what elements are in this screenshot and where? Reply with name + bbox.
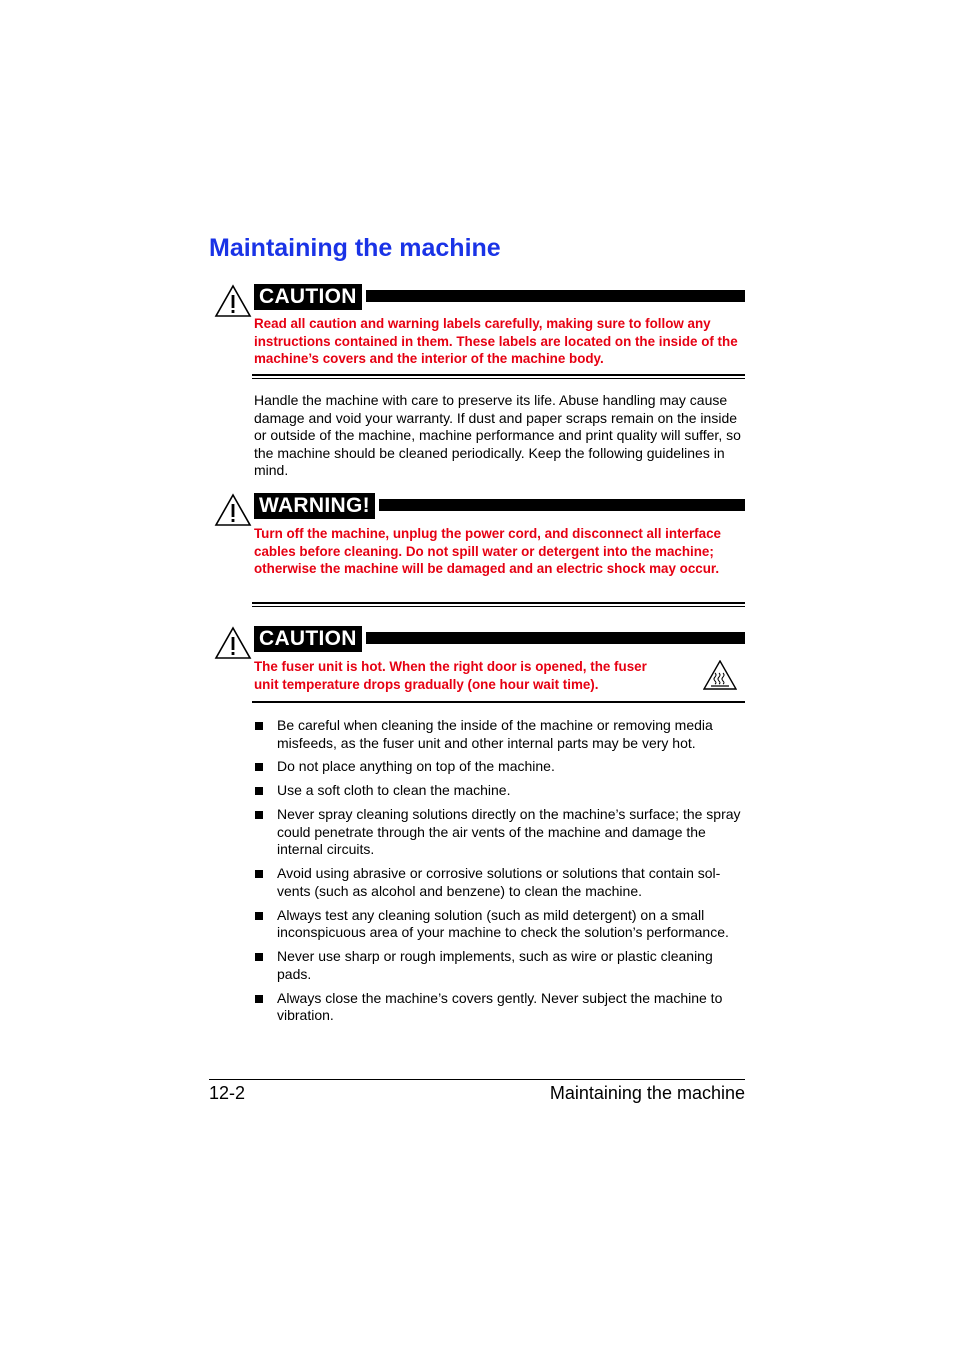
page-title: Maintaining the machine	[209, 234, 501, 262]
guidelines-list	[254, 717, 746, 1031]
notice-end-rule	[252, 374, 745, 376]
notice-end-rule	[252, 602, 745, 604]
warning-label: WARNING!	[254, 493, 375, 519]
intro-paragraph: Handle the machine with care to preserve its life. Abuse handling may cause damage and void your warranty. If dust and paper scraps remain on the inside or outside of the machine, machine performance and print quality will suffer, so the machine should be cleaned periodically. Keep the following guidelines in mind.	[254, 392, 741, 479]
list-item: Always test any cleaning solution (such as mild detergent) on a small inconspicuous area of your machine to check the solution’s performance.	[254, 907, 746, 942]
page-number: 12-2	[209, 1083, 246, 1103]
bullet-square-icon	[255, 912, 263, 920]
list-item: Never spray cleaning solutions directly on the machine’s surface; the spray could penetrate through the air vents of the machine and damage the internal circuits.	[254, 806, 746, 859]
bullet-square-icon	[255, 722, 263, 730]
list-item: Never use sharp or rough implements, such as wire or plastic cleaning pads.	[254, 948, 746, 983]
bullet-square-icon	[255, 995, 263, 1003]
bullet-square-icon	[255, 953, 263, 961]
notice-end-rule-thin	[252, 378, 745, 379]
warning-triangle-icon	[214, 626, 252, 660]
list-item: Always close the machine’s covers gently. Never subject the machine to vibration.	[254, 990, 746, 1025]
fuser-caution-notice	[214, 626, 745, 706]
hot-surface-icon	[703, 660, 737, 690]
warning-triangle-icon	[214, 284, 252, 318]
footer-divider	[209, 1079, 745, 1080]
bullet-square-icon	[255, 787, 263, 795]
caution-label: CAUTION	[254, 284, 362, 310]
bullet-square-icon	[255, 811, 263, 819]
warning-notice	[214, 493, 745, 609]
caution-label: CAUTION	[254, 626, 362, 652]
fuser-caution-message: The fuser unit is hot. When the right door is opened, the fuser unit temperature drops gradually (one hour wait time).	[254, 659, 647, 692]
warning-triangle-icon	[214, 493, 252, 527]
caution-message: Read all caution and warning labels carefully, making sure to follow any instructions contained in them. These labels are located on the inside of the machine’s covers and the interior of the machine body.	[254, 316, 738, 367]
list-item: Do not place anything on top of the machine.	[254, 758, 746, 776]
footer-section-title: Maintaining the machine	[549, 1083, 745, 1103]
warning-message: Turn off the machine, unplug the power cord, and disconnect all interface cables before cleaning. Do not spill water or detergent into the machine; otherwise the machine will be damaged and an electric shock may occur.	[254, 526, 721, 577]
list-item: Be careful when cleaning the inside of the machine or removing media misfeeds, as the fuser unit and other internal parts may be very hot.	[254, 717, 746, 752]
bullet-square-icon	[255, 870, 263, 878]
list-item: Use a soft cloth to clean the machine.	[254, 782, 746, 800]
bullet-square-icon	[255, 763, 263, 771]
caution-notice	[214, 284, 745, 380]
notice-end-rule-thin	[252, 606, 745, 607]
list-item: Avoid using abrasive or corrosive solutions or solutions that contain sol-vents (such as alcohol and benzene) to clean the machine.	[254, 865, 746, 900]
notice-end-rule	[252, 701, 745, 703]
